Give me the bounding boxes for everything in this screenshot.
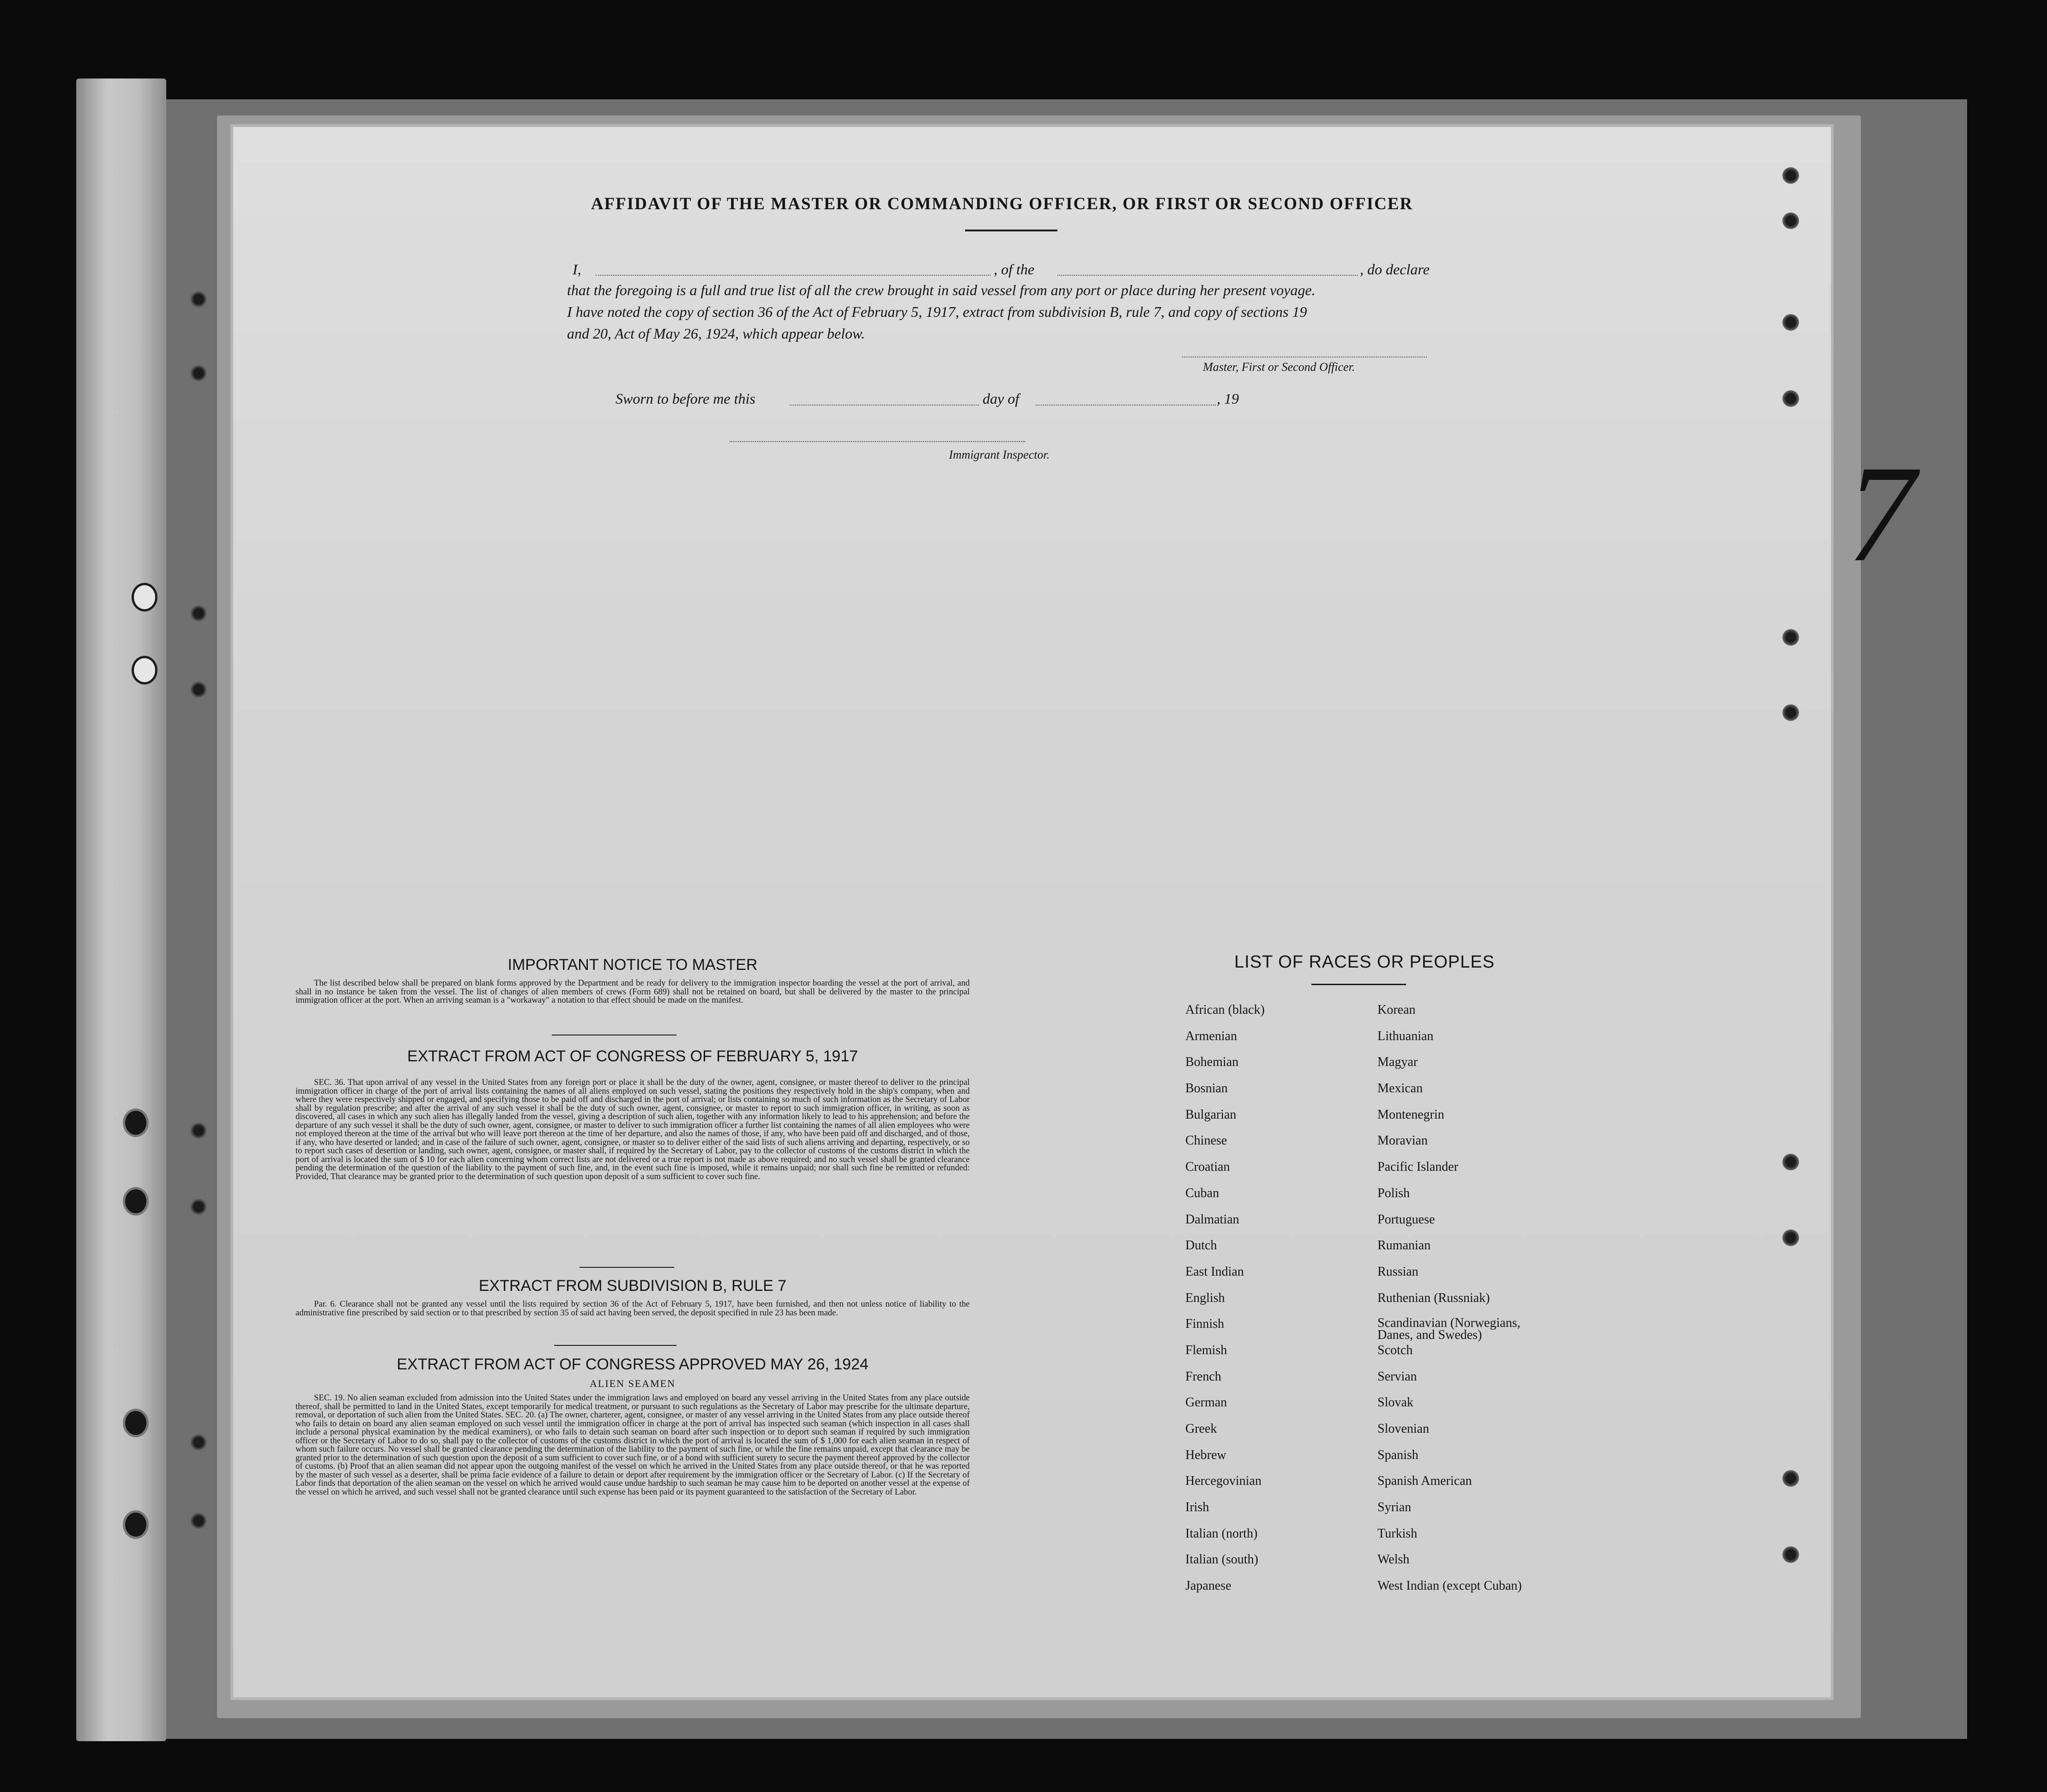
- race-item: Korean: [1377, 1003, 1416, 1017]
- punch-hole: [1782, 1154, 1799, 1170]
- race-item: Greek: [1185, 1422, 1217, 1436]
- race-item: Italian (south): [1185, 1552, 1258, 1567]
- section-divider: [580, 1267, 674, 1268]
- race-item: Scandinavian (Norwegians, Danes, and Swedes): [1377, 1316, 1521, 1343]
- notice-text: The list described below shall be prepared on blank forms approved by the Department and be ready for delivery to the immigration inspector boarding the vessel at the port of arrival, and shall in no instance be taken from the vessel. The list of changes of alien members of crews (Form 689) shall not be retained on board, but shall be delivered by the master to the principal immigration officer at the port. When an arriving seaman is a "workaway" a notation to that effect should be made on the manifest.: [296, 979, 970, 1005]
- section-divider: [554, 1345, 676, 1346]
- punch-hole: [1782, 629, 1799, 646]
- race-item: German: [1185, 1395, 1227, 1410]
- race-item: Chinese: [1185, 1133, 1227, 1148]
- vessel-blank: [1057, 275, 1358, 276]
- punch-hole: [190, 681, 207, 698]
- extract-1917-text: SEC. 36. That upon arrival of any vessel in the United States from any foreign port or place it shall be the duty of the owner, agent, consignee, or master thereof to deliver to the principal immigration officer in charge of the port of arrival lists containing the names of all aliens employed on such vessel, stating the positions they respectively hold in the ship's company, when and where they were respectively shipped or engaged, and specifying those to be paid off and discharged in the port of arrival; or lists containing so much of such information as the Secretary of Labor shall by regulation prescribe; and after the arrival of any such vessel it shall be the duty of such owner, agent, consignee, or master to report to such immigration officer, in writing, as soon as discovered, all cases in which any such alien has illegally landed from the vessel, giving a description of such alien, together with any information likely to lead to his apprehension; and before the departure of any such vessel it shall be the duty of such owner, agent, consignee, or master to deliver to such immigration officer a further list containing the names of all alien employees who were not employed thereon at the time of the arrival but who will leave port thereon at the time of her departure, and also the names of those, if any, who have been paid off and discharged, and of those, if any, who have deserted or landed; and in case of the failure of such owner, agent, consignee, or master so to deliver either of the said lists of such aliens arriving and departing, respectively, or so to report such cases of desertion or landing, such owner, agent, consignee, or master shall, if required by the Secretary of Labor, pay to the collector of customs of the customs district in which the port of arrival is located the sum of $ 10 for each alien concerning whom correct lists are not delivered or a true report is not made as above required; and no such vessel shall be granted clearance pending the determination of the question of the liability to the payment of such fine, and, in the event such fine is imposed, while it remains unpaid; nor shall such fine be remitted or refunded: Provided, That clearance may be granted prior to the determination of such question upon deposit of a sum sufficient to cover such fine.: [296, 1078, 970, 1181]
- punch-hole: [1782, 390, 1799, 407]
- race-item: Pacific Islander: [1377, 1160, 1458, 1174]
- race-item: Spanish American: [1377, 1474, 1472, 1489]
- race-item: English: [1185, 1290, 1225, 1305]
- race-item: African (black): [1185, 1003, 1265, 1017]
- binding-strip: [76, 79, 166, 1741]
- race-item: Slovenian: [1377, 1422, 1429, 1436]
- punch-hole: [1782, 314, 1799, 331]
- race-item: Russian: [1377, 1264, 1419, 1279]
- race-item: Montenegrin: [1377, 1107, 1444, 1122]
- binder-hole: [123, 1108, 149, 1137]
- race-item: French: [1185, 1369, 1221, 1384]
- race-item: Mexican: [1377, 1081, 1423, 1096]
- race-item: Hercegovinian: [1185, 1474, 1262, 1489]
- extract-1917-heading: EXTRACT FROM ACT OF CONGRESS OF FEBRUARY 5, 1917: [407, 1047, 858, 1065]
- race-item: Irish: [1185, 1500, 1209, 1515]
- race-item: Polish: [1377, 1186, 1410, 1200]
- race-item: Moravian: [1377, 1133, 1428, 1148]
- race-item: Dutch: [1185, 1238, 1217, 1253]
- race-item: Welsh: [1377, 1552, 1410, 1567]
- inspector-caption: Immigrant Inspector.: [949, 448, 1050, 461]
- race-item: Hebrew: [1185, 1447, 1226, 1462]
- race-item: Ruthenian (Russniak): [1377, 1290, 1490, 1305]
- race-item: Slovak: [1377, 1395, 1413, 1410]
- binder-hole: [132, 656, 157, 684]
- sworn-year: , 19: [1217, 390, 1239, 407]
- race-item: West Indian (except Cuban): [1377, 1579, 1522, 1593]
- affidavit-body-line: and 20, Act of May 26, 1924, which appear below.: [567, 325, 865, 342]
- signature-caption: Master, First or Second Officer.: [1203, 360, 1355, 374]
- race-item: Bulgarian: [1185, 1107, 1237, 1122]
- handwritten-margin-mark: 7: [1833, 437, 1930, 590]
- punch-hole: [1782, 1229, 1799, 1246]
- extract-1924-heading: EXTRACT FROM ACT OF CONGRESS APPROVED MAY 26, 1924: [397, 1356, 869, 1373]
- affidavit-body-line: I have noted the copy of section 36 of the Act of February 5, 1917, extract from subdivision B, rule 7, and copy of sections 19: [567, 303, 1307, 320]
- races-title: LIST OF RACES OR PEOPLES: [1234, 952, 1495, 972]
- race-item: Cuban: [1185, 1186, 1220, 1200]
- races-list-right: [1377, 1003, 1571, 1605]
- race-item: Spanish: [1377, 1447, 1419, 1462]
- race-item: Scotch: [1377, 1343, 1413, 1357]
- extract-1924-text: SEC. 19. No alien seaman excluded from admission into the United States under the immigration laws and employed on board any vessel arriving in the United States from any place outside thereof, shall be permitted to land in the United States, except temporarily for medical treatment, or pursuant to such regulations as the Secretary of Labor may prescribe for the ultimate departure, removal, or deportation of such alien from the United States. SEC. 20. (a) The owner, charterer, agent, consignee, or master of any vessel arriving in the United States from any place outside thereof who fails to detain on board any alien seaman employed on such vessel until the immigration officer in charge at the port of arrival has inspected such seaman (which inspection in all cases shall include a personal physical examination by the medical examiners), or who fails to detain such seaman on board after such inspection or to deport such seaman if required by such immigration officer or the Secretary of Labor to do so, shall pay to the collector of customs of the customs district in which the port of arrival is located the sum of $ 1,000 for each alien seaman in respect of whom such failure occurs. No vessel shall be granted clearance pending the determination of the liability to the payment of such fine, or while the fine remains unpaid, except that clearance may be granted prior to the determination of such question upon the deposit of a sum sufficient to cover such fine, or of a bond with sufficient surety to secure the payment thereof approved by the collector of customs. (b) Proof that an alien seaman did not appear upon the outgoing manifest of the vessel on which he arrived in the United States from any place outside thereof, or that he was reported by the master of such vessel as a deserter, shall be prima facie evidence of a failure to detain or deport after requirement by the immigration officer or the Secretary of Labor. (c) If the Secretary of Labor finds that deportation of the alien seaman on the vessel on which he arrived would cause undue hardship to such seaman he may cause him to be deported on another vessel at the expense of the vessel on which he arrived, and such vessel shall not be granted clearance until such expense has been paid or its payment guaranteed to the satisfaction of the Secretary of Labor.: [296, 1394, 970, 1497]
- affidavit-of-the: , of the: [994, 261, 1034, 278]
- name-blank: [596, 275, 990, 276]
- notice-heading: IMPORTANT NOTICE TO MASTER: [507, 956, 758, 974]
- race-item: Syrian: [1377, 1500, 1412, 1515]
- punch-hole: [1782, 704, 1799, 721]
- race-item: East Indian: [1185, 1264, 1244, 1279]
- race-item: Dalmatian: [1185, 1212, 1239, 1227]
- sworn-prefix: Sworn to before me this: [616, 390, 755, 407]
- punch-hole: [190, 1122, 207, 1139]
- punch-hole: [190, 365, 207, 381]
- punch-hole: [1782, 1546, 1799, 1563]
- binder-hole: [132, 583, 157, 611]
- punch-hole: [1782, 1470, 1799, 1487]
- sworn-day-blank: [790, 405, 979, 406]
- binder-hole: [123, 1510, 149, 1539]
- affidavit-body-line: that the foregoing is a full and true list of all the crew brought in said vessel from any port or place during her present voyage.: [567, 282, 1316, 298]
- race-item: Flemish: [1185, 1343, 1227, 1357]
- race-item: Japanese: [1185, 1579, 1232, 1593]
- sworn-month-blank: [1036, 405, 1216, 406]
- affidavit-i: I,: [573, 261, 581, 278]
- punch-hole: [190, 291, 207, 308]
- race-item: Servian: [1377, 1369, 1417, 1384]
- extract-1924-subheading: ALIEN SEAMEN: [590, 1378, 676, 1389]
- punch-hole: [1782, 167, 1799, 184]
- race-item: Italian (north): [1185, 1526, 1258, 1541]
- title-divider: [965, 230, 1057, 231]
- race-item: Finnish: [1185, 1317, 1225, 1332]
- race-item: Rumanian: [1377, 1238, 1431, 1253]
- binder-hole: [123, 1409, 149, 1437]
- punch-hole: [1782, 212, 1799, 229]
- race-item: Bohemian: [1185, 1055, 1239, 1070]
- punch-hole: [190, 1513, 207, 1529]
- affidavit-title: AFFIDAVIT OF THE MASTER OR COMMANDING OFFICER, OR FIRST OR SECOND OFFICER: [591, 194, 1413, 213]
- race-item: Turkish: [1377, 1526, 1418, 1541]
- race-item: Portuguese: [1377, 1212, 1435, 1227]
- race-item: Armenian: [1185, 1029, 1237, 1043]
- rule7-text: Par. 6. Clearance shall not be granted any vessel until the lists required by section 36 of the Act of February 5, 1917, have been furnished, and then not unless notice of liability to the administrative fine prescribed by said section or to that prescribed by section 35 of said act having been served, the deposit specified in rule 23 has been made.: [296, 1300, 970, 1318]
- race-item: Croatian: [1185, 1160, 1230, 1174]
- race-item: Bosnian: [1185, 1081, 1228, 1096]
- sworn-day-of: day of: [983, 390, 1020, 407]
- rule7-heading: EXTRACT FROM SUBDIVISION B, RULE 7: [478, 1277, 787, 1295]
- punch-hole: [190, 605, 207, 622]
- races-divider: [1311, 984, 1406, 985]
- race-item: Magyar: [1377, 1055, 1418, 1070]
- races-list-left: [1185, 1003, 1265, 1605]
- binder-hole: [123, 1187, 149, 1216]
- punch-hole: [190, 1434, 207, 1451]
- punch-hole: [190, 1199, 207, 1215]
- inspector-signature-blank: [730, 441, 1025, 442]
- affidavit-do-declare: , do declare: [1360, 261, 1430, 278]
- race-item: Lithuanian: [1377, 1029, 1434, 1043]
